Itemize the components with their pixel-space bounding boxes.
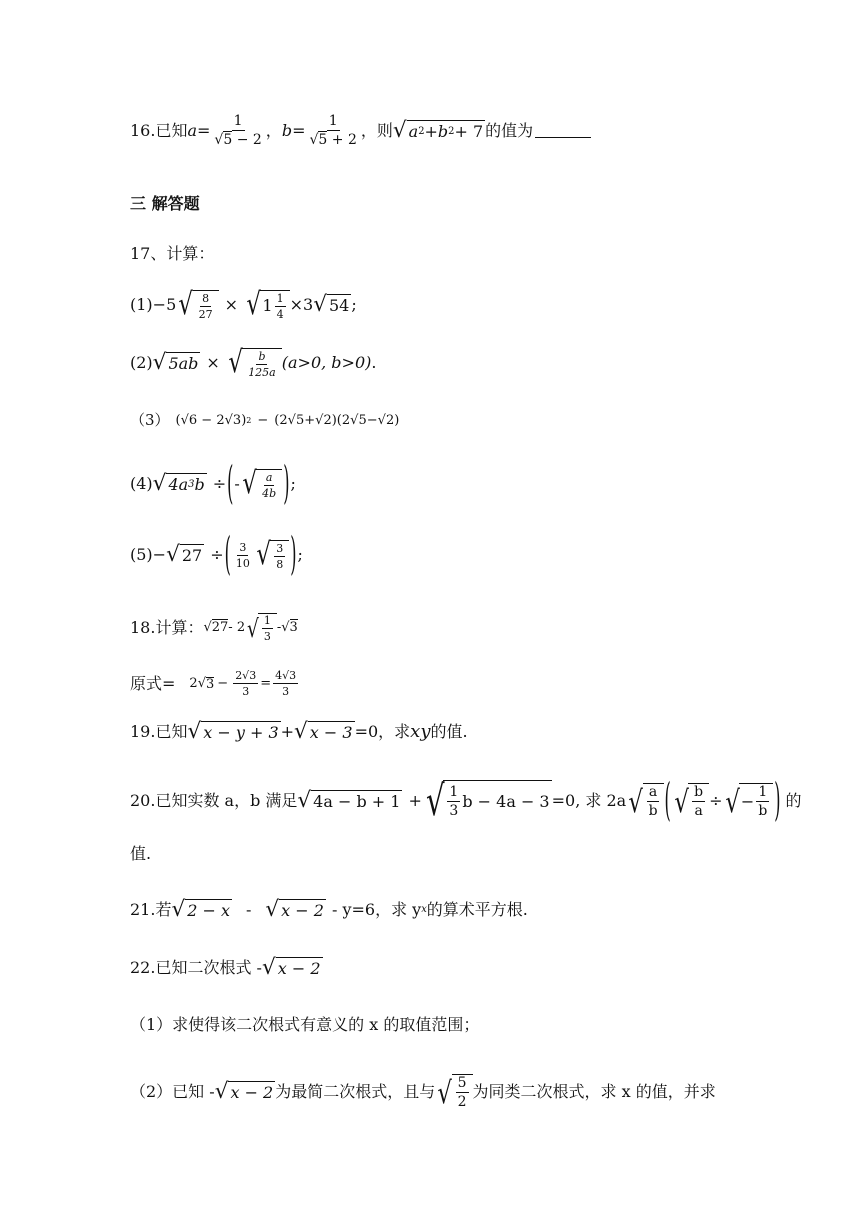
question-20: 20.已知实数 a，b 满足 √ 4a − b + 1 + √ $\frac{1}{3}$ b − 4a − 3 =0, 求 2a √ $\frac{a}{b}$ ( √ $\frac{b}{a}$ ÷ √ − $\frac{1}{b}$ ) 的: [130, 772, 802, 826]
question-22: 22.已知二次根式 - √ x − 2: [130, 955, 321, 980]
q16-fraction-b: $\frac{1}{√5 + 2}$: [309, 113, 357, 148]
q17-part-1: (1) −5 √ $\frac{8}{27}$ × √ 1 $\frac{1}{4}$ × 3 √ 54 ;: [130, 287, 357, 322]
section-title: 三 解答题: [130, 194, 200, 213]
question-19: 19.已知 √ x − y + 3 + √ x − 3 =0，求 xy 的值.: [130, 719, 468, 744]
q22-part-2: （2）已知 - √ x − 2 为最简二次根式，且与 √ $\frac{5}{2}$ 为同类二次根式，求 x 的值，并求: [130, 1075, 716, 1111]
answer-blank: [535, 123, 591, 138]
question-16: 16.已知 a = $\frac{1}{√5 - 2}$ ， b = $\frac{1}{√5 + 2}$ ，则 √ a 2 + b 2 + 7 的值为: [130, 114, 591, 147]
q17-part-2: (2) √ 5ab × √ $\frac{b}{125a}$ (a>0, b>0) .: [130, 345, 377, 380]
q17-part-4: (4) √ 4a 3 b ÷ ( - √ $\frac{a}{4b}$ ) ;: [130, 456, 296, 510]
question-18: 18.计算： √27 - 2 √ $\frac{1}{3}$ - √3: [130, 614, 298, 644]
q16-radical: √ a 2 + b 2 + 7: [392, 117, 484, 143]
q16-fraction-a: $\frac{1}{√5 - 2}$: [214, 113, 262, 148]
question-21: 21.若 √ 2 − x - √ x − 2 - y=6，求 y x 的算术平方根.: [130, 897, 528, 922]
q18-answer: 原式= 2 √ 3 − $\frac{2√3}{3}$ = $\frac{4√3}{3}$: [130, 669, 297, 698]
question-17: 17、计算：: [130, 244, 215, 263]
question-20-cont: 值.: [130, 844, 152, 863]
q17-part-3: （3） (√ 6 − 2 √ 3 ) 2 − ( 2 √ 5 + √ 2 ) ( 2 √ 5 − √ 2 ): [130, 411, 400, 429]
q22-part-1: （1）求使得该二次根式有意义的 x 的取值范围；: [130, 1015, 480, 1034]
q16-label: 16.已知: [130, 120, 188, 140]
q17-part-5: (5) − √ 27 ÷ ( $\frac{3}{10}$ √ $\frac{3}{8}$ ) ;: [130, 527, 303, 581]
